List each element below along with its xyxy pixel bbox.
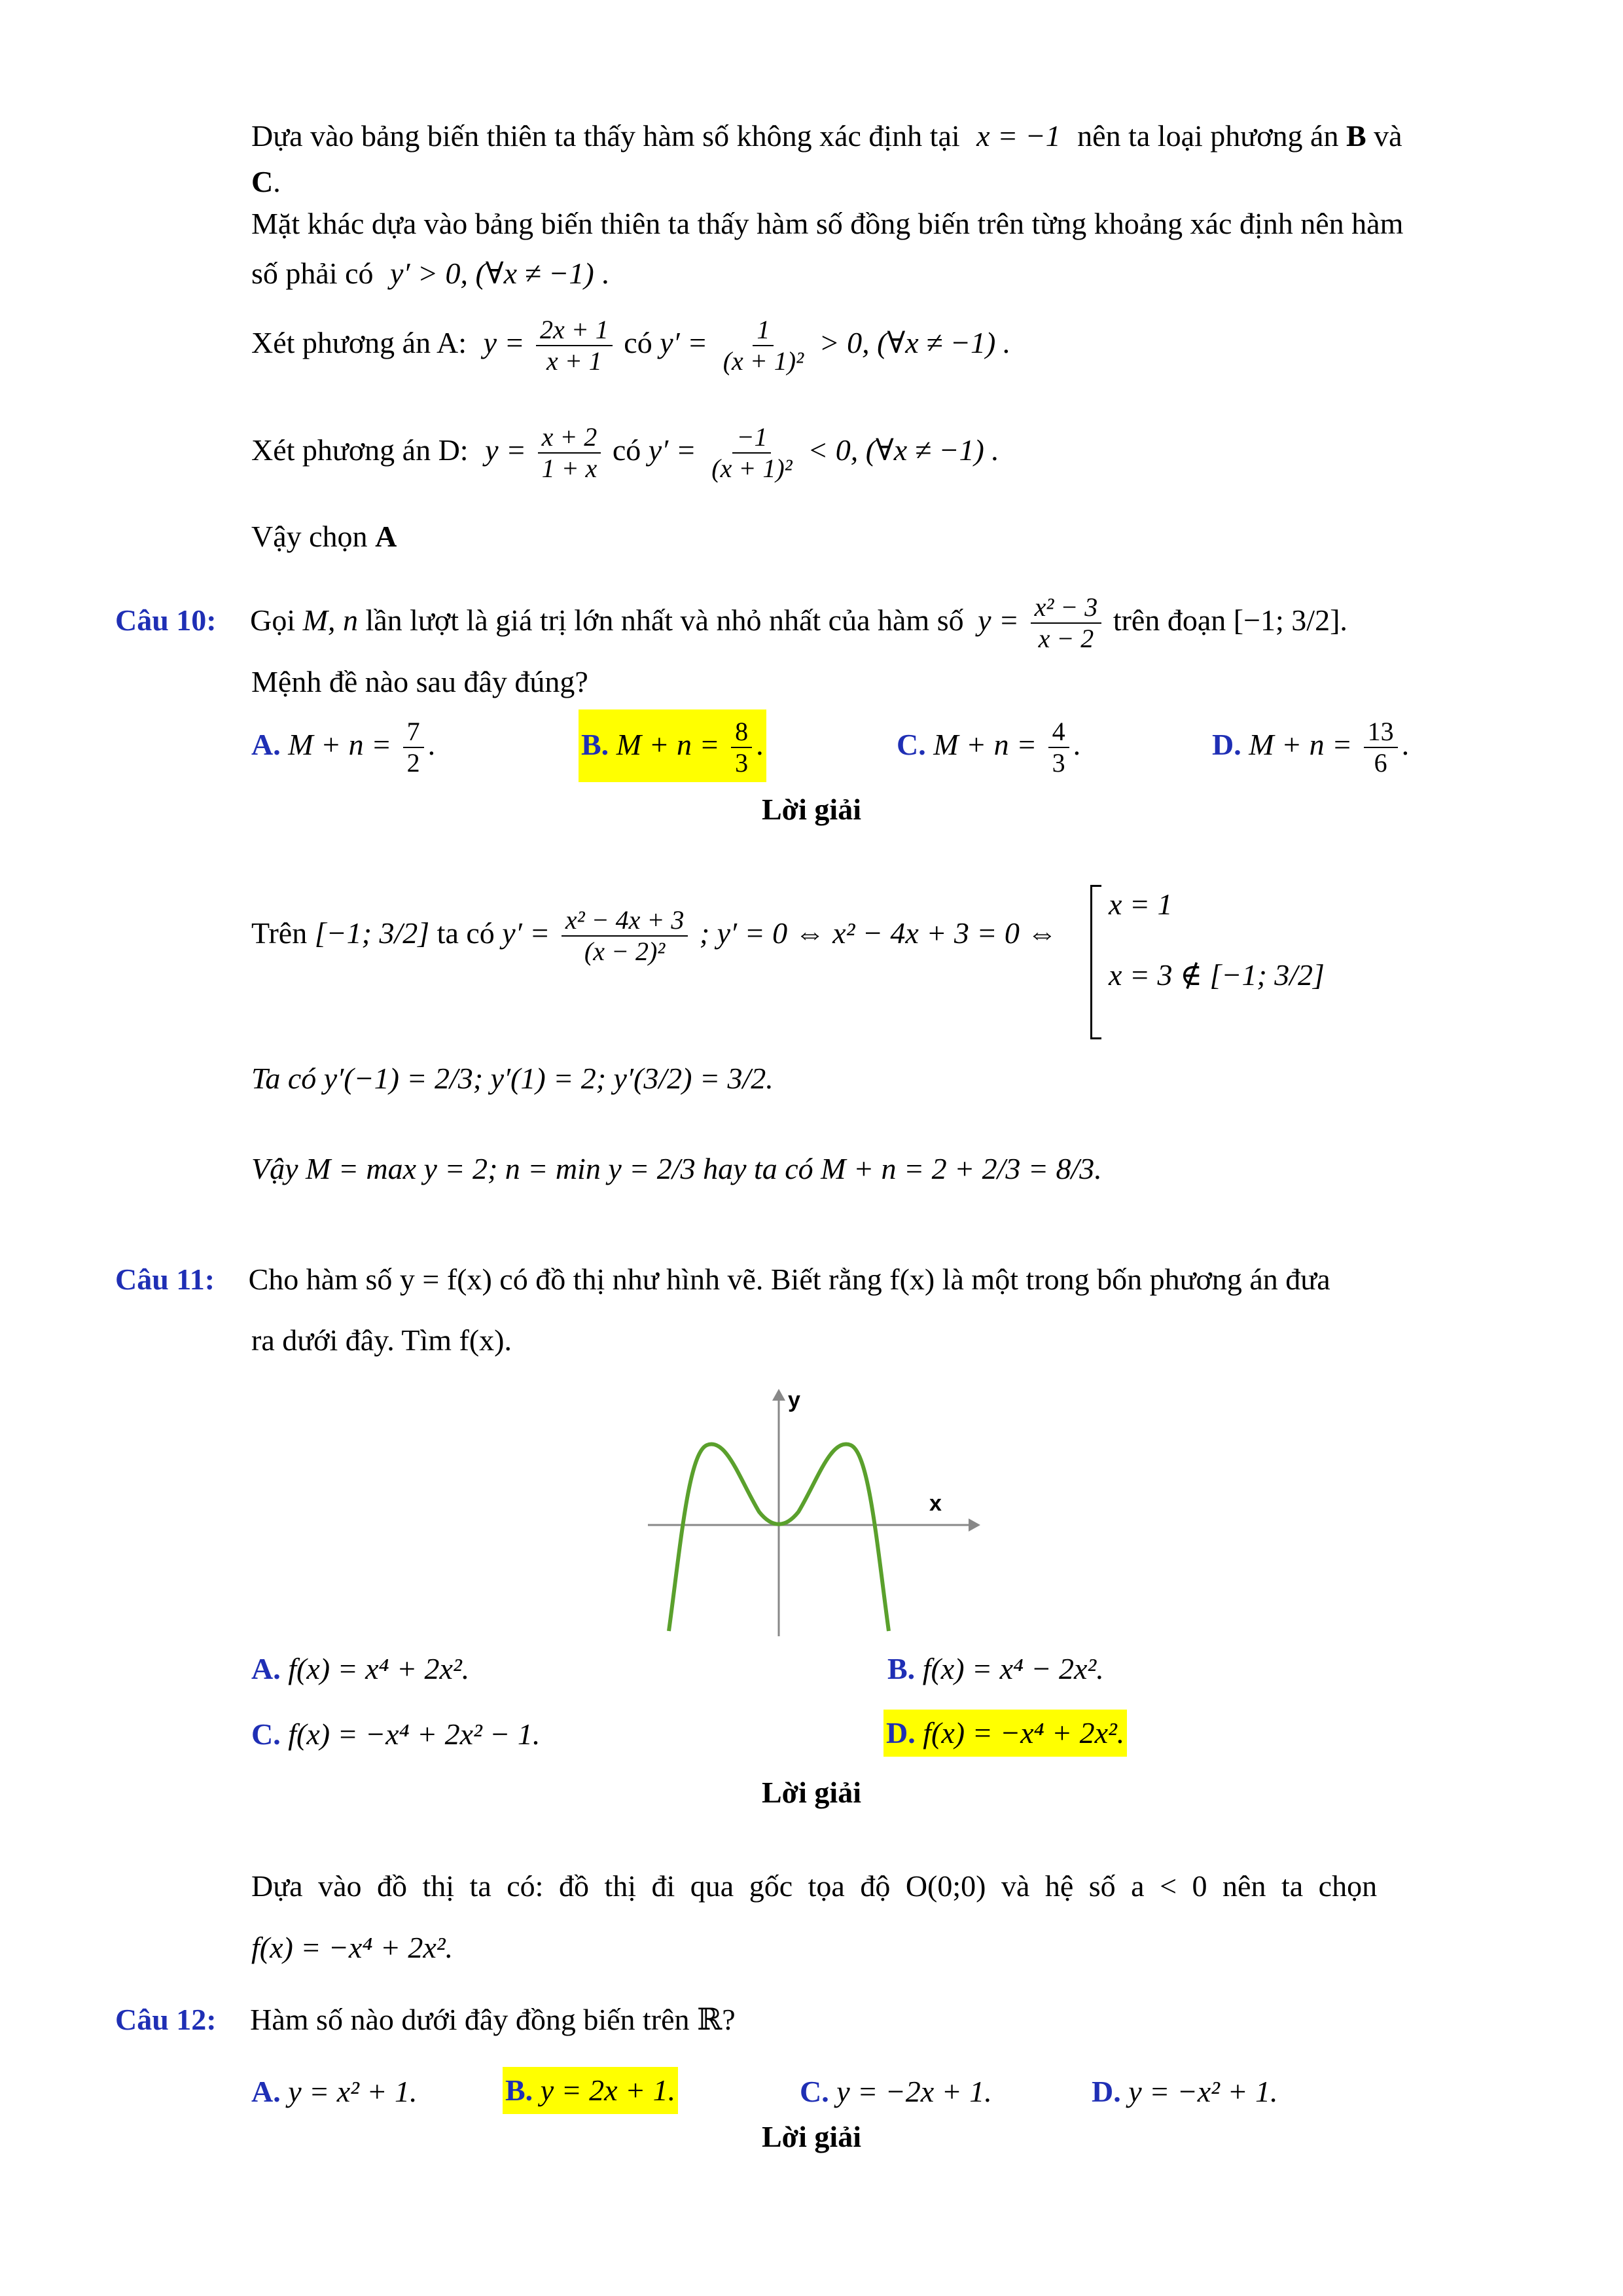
q10-option-d[interactable]: D. M + n = $\frac{13}{6}$ .	[1212, 717, 1410, 778]
option-expr: f(x) = x⁴ + 2x².	[288, 1652, 470, 1685]
denominator: 3	[735, 748, 749, 778]
p1-line1	[251, 117, 1402, 156]
question-label: Câu 11:	[115, 1263, 215, 1296]
p1-expr: > 0, (∀x ≠ −1) .	[819, 326, 1011, 359]
question-label: Câu 10:	[115, 603, 217, 637]
axis-label-x: x	[929, 1491, 942, 1516]
q11-solution-line2: f(x) = −x⁴ + 2x².	[251, 1931, 454, 1964]
p1-line2: C.	[251, 165, 281, 198]
fraction	[1364, 717, 1398, 778]
q10-text: Mệnh đề nào sau đây đúng?	[251, 665, 588, 698]
sol-text: Trên	[251, 916, 308, 950]
p1-expr: y′ > 0, (∀x ≠ −1)	[390, 257, 594, 290]
sol-expr: [−1; 3/2]	[314, 916, 430, 950]
option-expr: y = x² + 1.	[288, 2075, 418, 2108]
option-label: B.	[505, 2073, 533, 2107]
q10-expr: M, n	[302, 603, 358, 637]
p1-expr: y =	[483, 326, 525, 359]
option-label: A.	[251, 728, 281, 761]
denominator: x + 1	[546, 346, 602, 376]
q10-solution-line2: Ta có y′(−1) = 2/3; y′(1) = 2; y′(3/2) = 3/2.	[251, 1062, 774, 1095]
q10-interval: [−1; 3/2].	[1233, 603, 1347, 637]
option-expr: y = −2x + 1.	[836, 2075, 992, 2108]
q10-text: lần lượt là giá trị lớn nhất và nhỏ nhất của hàm số	[365, 603, 964, 637]
solution-heading: Lời giải	[762, 1776, 861, 1809]
q11-option-a[interactable]	[251, 1649, 469, 1689]
option-label: D.	[1092, 2075, 1121, 2108]
p1-expr: y′ =	[648, 433, 696, 467]
option-expr: M + n =	[933, 728, 1037, 761]
denominator: (x − 2)²	[584, 937, 666, 967]
q11-option-c[interactable]	[251, 1715, 540, 1754]
option-label: C.	[251, 1717, 281, 1751]
q12-option-a[interactable]	[251, 2072, 417, 2111]
p1-text: số phải có	[251, 257, 374, 290]
numerator: 4	[1048, 717, 1069, 748]
sol-text: ta có	[437, 916, 495, 950]
q12-option-d[interactable]	[1092, 2072, 1277, 2111]
denominator: 6	[1374, 748, 1387, 778]
p1-expr: y′ =	[660, 326, 708, 359]
q11-stem	[115, 1260, 1330, 1299]
q12-text: Hàm số nào dưới đây đồng biến trên ℝ?	[250, 2003, 736, 2036]
option-expr: y = −x² + 1.	[1128, 2075, 1278, 2108]
option-expr: f(x) = −x⁴ + 2x² − 1.	[288, 1717, 541, 1751]
p1-option-b: B	[1346, 119, 1366, 152]
fraction	[1048, 717, 1069, 778]
axis-label-y: y	[788, 1388, 800, 1412]
function-graph	[641, 1388, 982, 1649]
q11-stem2: ra dưới đây. Tìm f(x).	[251, 1323, 512, 1357]
p1-text: nên ta loại phương án	[1077, 119, 1339, 152]
denominator: 1 + x	[541, 454, 597, 484]
p1-text: Xét phương án D:	[251, 433, 469, 467]
fraction	[731, 717, 752, 778]
case-bracket	[1090, 885, 1101, 1039]
q10-solution-line3: Vậy M = max y = 2; n = min y = 2/3 hay ta có M + n = 2 + 2/3 = 8/3.	[251, 1152, 1102, 1185]
numerator: x² − 3	[1031, 592, 1102, 624]
p1-line6	[251, 419, 999, 484]
option-label: A.	[251, 2075, 281, 2108]
fraction	[403, 717, 424, 778]
numerator: x² − 4x + 3	[562, 905, 688, 937]
q11-option-d[interactable]	[883, 1710, 1127, 1757]
option-expr: M + n =	[1249, 728, 1353, 761]
numerator: x + 2	[538, 422, 601, 454]
q10-option-a[interactable]: A. M + n = $\frac{7}{2}$ .	[251, 717, 436, 778]
p1-line3	[251, 204, 1403, 243]
option-expr: M + n =	[288, 728, 392, 761]
q10-option-c[interactable]: C. M + n = $\frac{4}{3}$ .	[897, 717, 1081, 778]
p1-text: và	[1374, 119, 1402, 152]
solution-heading: Lời giải	[762, 793, 861, 826]
q12-stem	[115, 2000, 736, 2039]
p1-option-c: C	[251, 165, 274, 198]
p1-line4: số phải có y′ > 0, (∀x ≠ −1) .	[251, 257, 609, 290]
fraction	[562, 905, 688, 967]
p1-answer: A	[375, 520, 397, 553]
p1-expr: < 0, (∀x ≠ −1) .	[808, 433, 999, 467]
p1-text: có	[612, 433, 641, 467]
p1-expr: y =	[485, 433, 527, 467]
option-label: A.	[251, 1652, 281, 1685]
p1-line7	[251, 517, 397, 556]
option-label: C.	[800, 2075, 829, 2108]
p1-text: Vậy chọn	[251, 520, 368, 553]
denominator: x − 2	[1038, 624, 1094, 654]
fraction	[707, 422, 796, 484]
option-label: B.	[887, 1652, 916, 1685]
numerator: 8	[731, 717, 752, 748]
sol-expr: ; y′ = 0 ⇔ x² − 4x + 3 = 0 ⇔	[699, 916, 1058, 950]
fraction	[536, 315, 613, 376]
q12-option-c[interactable]	[800, 2072, 992, 2111]
fraction	[719, 315, 808, 376]
p1-text: Xét phương án A:	[251, 326, 467, 359]
q10-text: trên đoạn	[1113, 603, 1226, 637]
option-expr: f(x) = x⁴ − 2x².	[922, 1652, 1104, 1685]
q11-option-b[interactable]	[887, 1649, 1104, 1689]
option-expr: f(x) = −x⁴ + 2x².	[923, 1716, 1125, 1749]
sol-expr: y′ =	[502, 916, 550, 950]
q12-option-b[interactable]	[503, 2067, 678, 2114]
denominator: 3	[1052, 748, 1065, 778]
q10-stem2	[251, 662, 588, 702]
question-label: Câu 12:	[115, 2003, 217, 2036]
solution-heading: Lời giải	[762, 2120, 861, 2153]
p1-text: có	[624, 326, 652, 359]
numerator: 7	[403, 717, 424, 748]
numerator: 13	[1364, 717, 1398, 748]
option-expr: y = 2x + 1.	[540, 2073, 676, 2107]
option-label: D.	[1212, 728, 1241, 761]
denominator: 2	[406, 748, 420, 778]
q11-solution-line1: Dựa vào đồ thị ta có: đồ thị đi qua gốc tọa độ O(0;0) và hệ số a < 0 nên ta chọn	[251, 1869, 1378, 1903]
numerator: 2x + 1	[536, 315, 613, 346]
q10-case1: x = 1	[1109, 888, 1173, 921]
p1-expr: x = −1	[976, 119, 1061, 152]
x-axis-arrow	[969, 1518, 980, 1532]
p1-line5	[251, 312, 1010, 376]
y-axis-arrow	[772, 1389, 785, 1401]
denominator: (x + 1)²	[722, 346, 804, 376]
option-label: D.	[886, 1716, 916, 1749]
p1-text: Dựa vào bảng biến thiên ta thấy hàm số không xác định tại	[251, 119, 960, 152]
q11-text: Cho hàm số y = f(x) có đồ thị như hình vẽ. Biết rằng f(x) là một trong bốn phương án đưa	[248, 1263, 1330, 1296]
denominator: (x + 1)²	[711, 454, 793, 484]
numerator: −1	[732, 422, 771, 454]
q10-expr: y =	[978, 603, 1020, 637]
numerator: 1	[753, 315, 774, 346]
option-label: B.	[581, 728, 609, 761]
q10-stem	[115, 589, 1347, 654]
q10-option-b[interactable]: B. M + n = $\frac{8}{3}$ .	[579, 709, 766, 782]
fraction	[538, 422, 601, 484]
q10-case2: x = 3 ∉ [−1; 3/2]	[1109, 958, 1325, 992]
fraction	[1031, 592, 1102, 654]
p1-text: Mặt khác dựa vào bảng biến thiên ta thấy hàm số đồng biến trên từng khoảng xác định nên hàm	[251, 207, 1404, 240]
option-label: C.	[897, 728, 926, 761]
option-expr: M + n =	[616, 728, 720, 761]
q10-text: Gọi	[250, 603, 296, 637]
q10-solution-line1	[251, 902, 1057, 967]
